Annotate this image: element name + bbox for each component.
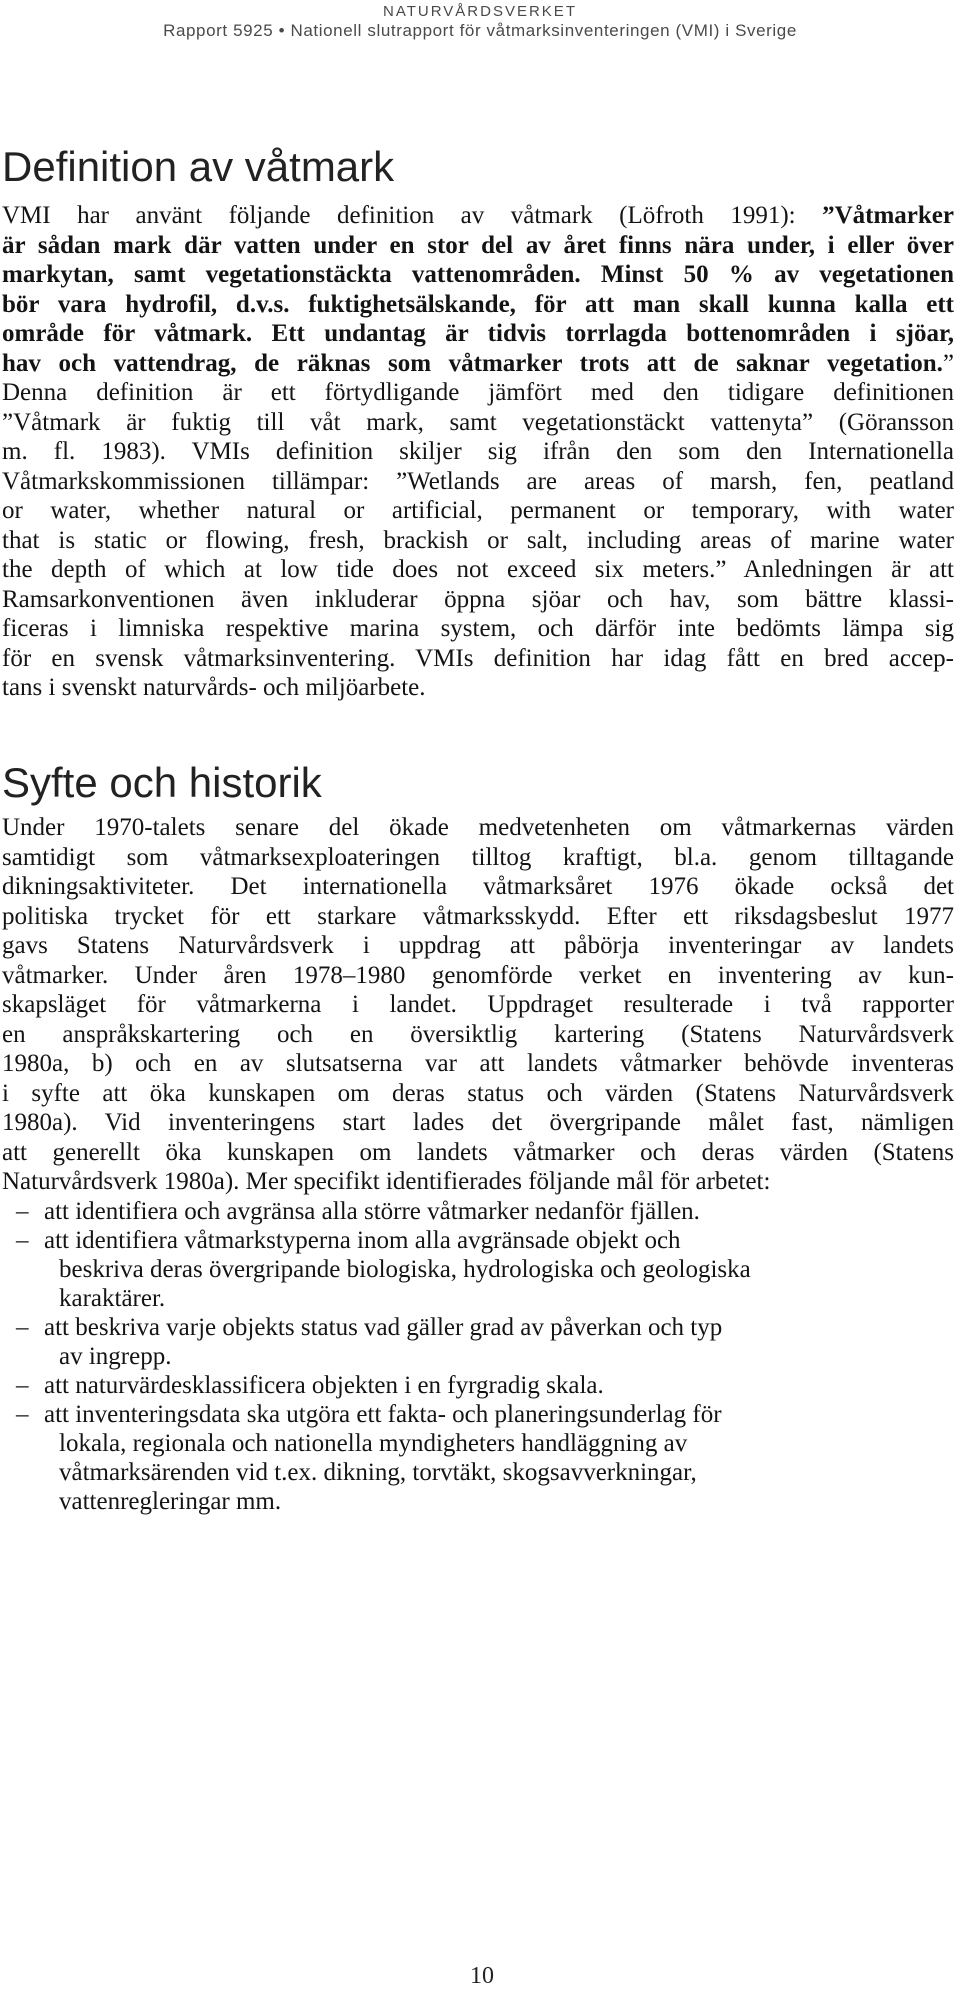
section-heading-history: Syfte och historik <box>2 759 322 806</box>
list-item <box>2 1400 954 1516</box>
list-item-line: att identifiera och avgränsa alla större våtmarker nedanför fjällen. <box>44 1197 700 1225</box>
list-item-line: att inventeringsdata ska utgöra ett fakta- och planeringsunderlag för <box>44 1400 722 1428</box>
bold-text-segment: hav och vattendrag, de räknas som våtmarker trots att de saknar vegetation. <box>2 349 943 377</box>
text-segment: m. fl. 1983). VMIs definition skiljer sig ifrån den som den Internationella <box>2 438 954 465</box>
text-segment: tans i svenskt naturvårds- och miljöarbete. <box>2 674 426 701</box>
bold-text-segment: område för våtmark. Ett undantag är tidvis torrlagda bottenområden i sjöar, <box>2 320 954 347</box>
page-number: 10 <box>470 1963 494 1989</box>
list-dash: – <box>16 1226 29 1254</box>
text-line <box>2 408 954 438</box>
text-line <box>2 555 954 585</box>
bold-text-segment: bör vara hydrofil, d.v.s. fuktighetsälskande, för att man skall kunna kalla ett <box>2 290 954 318</box>
list-dash: – <box>16 1371 29 1399</box>
list-dash: – <box>16 1197 29 1225</box>
text-line <box>2 201 954 231</box>
text-line: 1980a). Vid inventeringens start lades det övergripande målet fast, nämligen <box>2 1109 954 1136</box>
list-dash: – <box>16 1313 29 1341</box>
running-head-report-title: Rapport 5925 • Nationell slutrapport för våtmarksinventeringen (VMI) i Sverige <box>163 21 797 40</box>
text-line: samtidigt som våtmarksexploateringen tilltog kraftigt, bl.a. genom tilltagande <box>2 843 954 871</box>
bold-text-segment: ”Våtmarker <box>822 202 954 229</box>
list-item <box>2 1226 954 1313</box>
text-line <box>2 673 954 703</box>
text-segment: ”Våtmark är fuktig till våt mark, samt vegetationstäckt vattenyta” (Göransson <box>2 408 954 436</box>
text-line: skapsläget för våtmarkerna i landet. Uppdraget resulterade i två rapporter <box>2 991 954 1018</box>
list-item-line: att identifiera våtmarkstyperna inom alla avgränsade objekt och <box>44 1226 681 1254</box>
definition-paragraph <box>2 201 954 703</box>
text-line <box>2 319 954 349</box>
list-item-line: av ingrepp. <box>59 1342 172 1370</box>
text-line <box>2 585 954 615</box>
text-segment: Ramsarkonventionen även inkluderar öppna sjöar och hav, som bättre klassi- <box>2 585 954 613</box>
bold-text-segment: markytan, samt vegetationstäckta vattenområden. Minst 50 % av vegetationen <box>2 261 954 288</box>
text-line <box>2 467 954 497</box>
bold-text-segment: är sådan mark där vatten under en stor del av året finns nära under, i eller över <box>2 231 954 259</box>
list-item <box>2 1197 954 1226</box>
text-segment: ” <box>942 349 954 377</box>
text-line: våtmarker. Under åren 1978–1980 genomförde verket en inventering av kun- <box>2 961 954 989</box>
text-line: en anspråkskartering och en översiktlig kartering (Statens Naturvårdsverk <box>2 1020 954 1048</box>
list-item <box>2 1371 954 1400</box>
text-line: gavs Statens Naturvårdsverk i uppdrag att påbörja inventeringar av landets <box>2 932 954 959</box>
list-dash: – <box>16 1400 29 1428</box>
text-segment: the depth of which at low tide does not exceed six meters.” Anledningen är att <box>2 556 954 583</box>
list-item-line: att naturvärdesklassificera objekten i en fyrgradig skala. <box>44 1371 604 1399</box>
text-line <box>2 349 954 379</box>
text-line <box>2 526 954 556</box>
text-line: i syfte att öka kunskapen om deras status och värden (Statens Naturvårdsverk <box>2 1079 954 1107</box>
text-line <box>2 644 954 674</box>
text-line: Naturvårdsverk 1980a). Mer specifikt identifierades följande mål för arbetet: <box>2 1168 771 1195</box>
running-head-organization: NATURVÅRDSVERKET <box>383 3 577 20</box>
text-segment: VMI har använt följande definition av våtmark (Löfroth 1991): <box>2 202 823 229</box>
text-segment: ficeras i limniska respektive marina system, och därför inte bedömts lämpa sig <box>2 615 954 642</box>
text-line <box>2 290 954 320</box>
list-item-line: beskriva deras övergripande biologiska, hydrologiska och geologiska <box>59 1255 751 1283</box>
text-segment: Våtmarkskommissionen tillämpar: ”Wetlands are areas of marsh, fen, peatland <box>2 467 954 495</box>
text-line <box>2 614 954 644</box>
goal-list <box>2 1197 954 1516</box>
list-item <box>2 1313 954 1371</box>
text-line: Under 1970-talets senare del ökade medvetenheten om våtmarkernas värden <box>2 814 954 841</box>
text-line: politiska trycket för ett starkare våtmarksskydd. Efter ett riksdagsbeslut 1977 <box>2 902 954 930</box>
list-item-line: att beskriva varje objekts status vad gäller grad av påverkan och typ <box>44 1313 723 1341</box>
history-paragraph <box>2 813 954 1516</box>
text-line <box>2 496 954 526</box>
text-line <box>2 231 954 261</box>
text-segment: för en svensk våtmarksinventering. VMIs definition har idag fått en bred accep- <box>2 644 954 672</box>
list-item-line: karaktärer. <box>59 1284 166 1312</box>
text-segment: that is static or flowing, fresh, brackish or salt, including areas of marine water <box>2 526 954 554</box>
text-line <box>2 437 954 467</box>
text-line: dikningsaktiviteter. Det internationella våtmarksåret 1976 ökade också det <box>2 873 954 900</box>
section-heading-definition: Definition av våtmark <box>2 143 395 190</box>
text-line: att generellt öka kunskapen om landets våtmarker och deras värden (Statens <box>2 1138 954 1166</box>
history-text <box>2 813 954 1197</box>
text-segment: or water, whether natural or artificial, permanent or temporary, with water <box>2 497 954 524</box>
list-item-line: vattenregleringar mm. <box>59 1487 282 1515</box>
text-segment: Denna definition är ett förtydligande jämfört med den tidigare definitionen <box>2 379 954 406</box>
text-line <box>2 378 954 408</box>
list-item-line: våtmarksärenden vid t.ex. dikning, torvtäkt, skogsavverkningar, <box>59 1458 697 1486</box>
text-line <box>2 260 954 290</box>
text-line: 1980a, b) och en av slutsatserna var att landets våtmarker behövde inventeras <box>2 1050 954 1077</box>
list-item-line: lokala, regionala och nationella myndigheters handläggning av <box>59 1429 688 1457</box>
